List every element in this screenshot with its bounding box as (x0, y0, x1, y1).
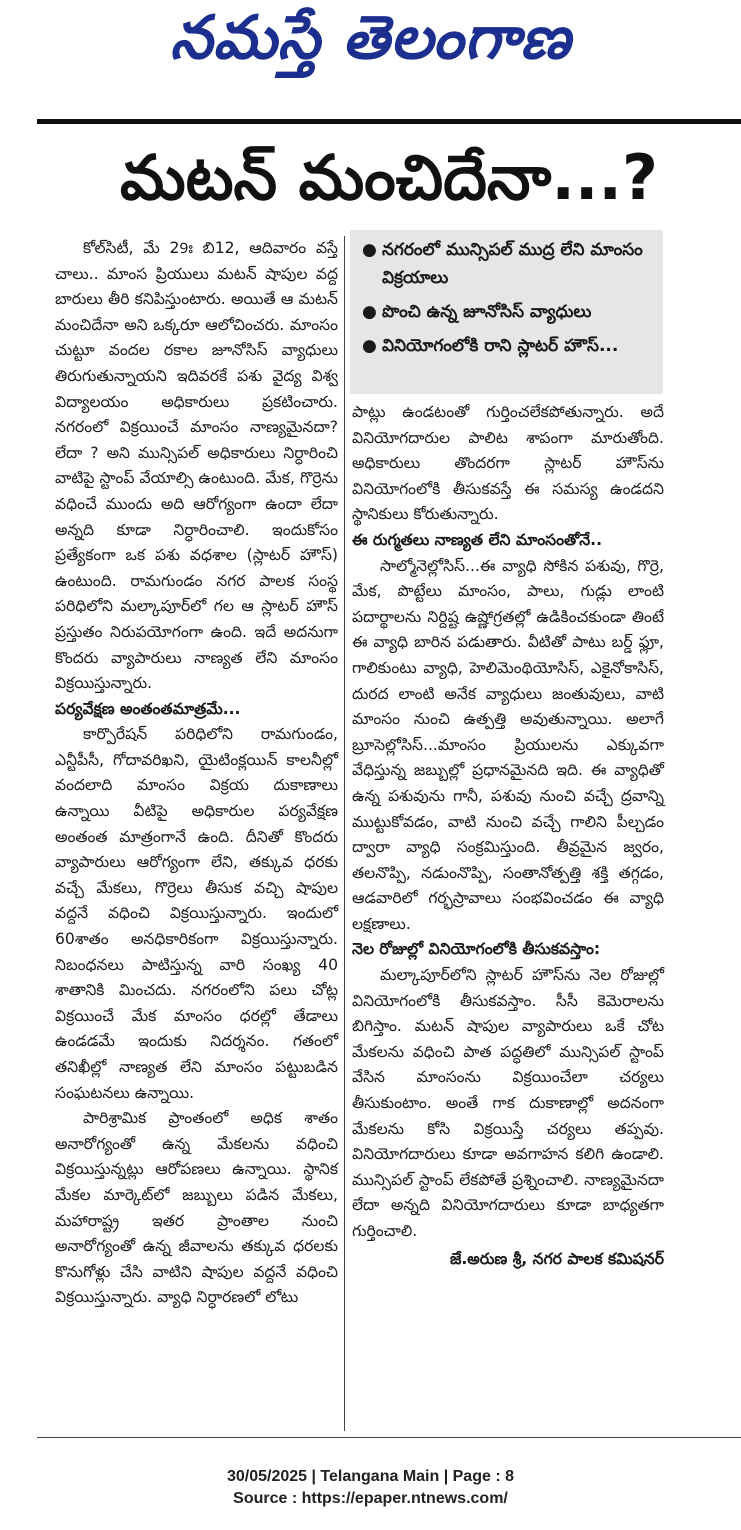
left-paragraph-2: కార్పొరేషన్ పరిధిలోని రామగుండం, ఎన్టీపీసీ, గోదావరిఖని, యైటింక్లయిన్ కాలనీల్లో వందలాది మాంసం విక్రయ దుకాణాలు ఉన్నాయి వీటిపై అధికారుల పర్యవేక్షణ అంతంత మాత్రంగానే ఉంది. దీనితో కొందరు వ్యాపారులు ఆరోగ్యంగా లేని, తక్కువ ధరకు వచ్చే మేకలు, గొర్రెలు తీసుక వచ్చి షాపుల వద్దనే వధించి విక్రయిస్తున్నారు. ఇందులో 60శాతం అనధికారికంగా విక్రయిస్తున్నారు. నిబంధనలు పాటిస్తున్న వారి సంఖ్య 40 శాతానికి మించదు. నగరంలోని పలు చోట్ల విక్రయించే మేక మాంసం ధరల్లో తేడాలు ఉండడమే ఇందుకు నిదర్శనం. గతంలో తనిఖీల్లో నాణ్యత లేని మాంసం పట్టుబడిన సంఘటనలు ఉన్నాయి. (55, 725, 338, 1102)
highlight-item: ● నగరంలో మున్సిపల్ ముద్ర లేని మాంసం విక్రయాలు (362, 236, 655, 292)
masthead-rule (37, 119, 741, 124)
highlight-item: ● పొంచి ఉన్న జూనోసిస్ వ్యాధులు (362, 298, 655, 326)
signature: జే.అరుణ శ్రీ, నగర పాలక కమిషనర్ (449, 1249, 664, 1268)
footer-date-line: 30/05/2025 | Telangana Main | Page : 8 (226, 1468, 514, 1485)
right-subheading-1: ఈ రుగ్మతలు నాణ్యత లేని మాంసంతోనే.. (352, 530, 602, 549)
highlight-item: ● వినియోగంలోకి రాని స్లాటర్ హౌస్... (362, 332, 655, 360)
left-subheading-1: పర్యవేక్షణ అంతంతమాత్రమే... (55, 699, 241, 718)
footer-rule (37, 1437, 741, 1438)
right-subheading-2: నెల రోజుల్లో వినియోగంలోకి తీసుకవస్తాం: (352, 940, 601, 959)
highlights-box (350, 230, 663, 394)
right-paragraph-3: మల్కాపూర్‌లోని స్లాటర్ హౌస్‌ను నెల రోజుల్లో వినియోగంలోకి తీసుకవస్తాం. సీసీ కెమెరాలను బిగిస్తాం. మటన్ షాపుల వ్యాపారులు ఒకే చోట మేకలను వధించి పాత పద్ధతిలో మున్సిపల్ స్టాంప్ వేసిన మాంసంను విక్రయించేలా చర్యలు తీసుకుంటాం. అంతే గాక దుకాణాల్లో అదనంగా మేకలను కోసి విక్రయిస్తే చర్యలు తప్పవు. వినియోగదారులు కూడా అవగాహన కలిగి ఉండాలి. మున్సిపల్ స్టాంప్ లేకపోతే ప్రశ్నించాలి. నాణ్యమైనదా లేదా అన్నది వినియోగదారులు కూడా బాధ్యతగా గుర్తించాలి. (352, 966, 664, 1240)
bullet-icon: ● (362, 302, 377, 322)
article-headline: మటన్ మంచిదేనా...? (120, 141, 658, 214)
right-paragraph-1: పాట్లు ఉండటంతో గుర్తించలేకపోతున్నారు. అదే వినియోగదారుల పాలిట శాపంగా మారుతోంది. అధికారులు తొందరగా స్లాటర్ హౌస్‌ను వినియోగంలోకి తీసుకవస్తే ఈ సమస్య ఉండదని స్థానికులు కోరుతున్నారు. (352, 403, 664, 524)
column-divider (344, 236, 345, 1431)
masthead-logo: నమస్తే తెలంగాణ (169, 3, 572, 73)
left-paragraph-3: పారిశ్రామిక ప్రాంతంలో అధిక శాతం అనారోగ్యంతో ఉన్న మేకలను వధించి విక్రయిస్తున్నట్లు ఆరోపణలు ఉన్నాయి. స్థానిక మేకల మార్కెట్‌లో జబ్బులు పడిన మేకలు, మహారాష్ట్ర ఇతర ప్రాంతాల నుంచి అనారోగ్యంతో ఉన్న జీవాలను తక్కువ ధరలకు కొనుగోళ్లు చేసి వాటిని షాపుల వద్దనే వధించి విక్రయిస్తున్నారు. వ్యాధి నిర్ధారణలో లోటు (55, 1109, 338, 1307)
masthead (0, 0, 741, 100)
left-paragraph-1: కోల్‌సిటీ, మే 29ః బి12, ఆదివారం వస్తే చాలు.. మాంస ప్రియులు మటన్ షాపుల వద్ద బారులు తీరి కనిపిస్తుంటారు. అయితే ఆ మటన్ మంచిదేనా అని ఒక్కరూ ఆలోచించరు. మాంసం చుట్టూ వందల రకాల జూనోసిస్ వ్యాధులు తిరుగుతున్నాయని ఇదివరకే పశు వైద్య విశ్వ విద్యాలయం అధికారులు ప్రకటించారు. నగరంలో విక్రయించే మాంసం నాణ్యమైనదా? లేదా ? అని మున్సిపల్ అధికారులు నిర్ధారించి వాటిపై స్టాంప్ వేయాల్సి ఉంటుంది. మేక, గొర్రెను వధించే ముందు అది ఆరోగ్యంగా ఉందా లేదా అన్నది కూడా నిర్ధారించాలి. ఇందుకోసం ప్రత్యేకంగా ఒక పశు వధశాల (స్లాటర్ హౌస్) ఉంటుంది. రామగుండం నగర పాలక సంస్థ పరిధిలోని మల్కాపూర్‌లో గల ఆ స్లాటర్ హౌస్ ప్రస్తుతం నిరుపయోగంగా ఉంది. ఇదే అదనుగా కొందరు వ్యాపారులు నాణ్యత లేని మాంసం విక్రయిస్తున్నారు. (55, 239, 338, 693)
footer (0, 1466, 741, 1510)
footer-source-link[interactable]: Source : https://epaper.ntnews.com/ (233, 1490, 508, 1507)
bullet-icon: ● (362, 240, 377, 260)
right-paragraph-2: సాల్మోనెల్లోసిస్...ఈ వ్యాధి సోకిన పశువు, గొర్రె, మేక, పొట్టేలు మాంసం, పాలు, గుడ్లు లాంటి పదార్థాలను నిర్దిష్ట ఉష్ణోగ్రతల్లో ఉడికించకుండా తింటే ఈ వ్యాధి బారిన పడుతారు. వీటితో పాటు బర్డ్ ఫ్లూ, గాలికుంటు వ్యాధి, హెలిమెంథియోసిస్, ఎకైనోకాసిస్, దురద లాంటి అనేక వ్యాధులు జంతువులు, వాటి మాంసం నుంచి ఉత్పత్తి అవుతున్నాయి. అలాగే బ్రూసెల్లోసిస్...మాంసం ప్రియులను ఎక్కువగా వేధిస్తున్న జబ్బుల్లో ప్రధానమైనది ఇది. ఈ వ్యాధితో ఉన్న పశువును గానీ, పశువు నుంచి వచ్చే ద్రవాన్ని ముట్టుకోవడం, వాటి నుంచి వచ్చే గాలిని పీల్చడం ద్వారా వ్యాధి సంక్రమిస్తుంది. తీవ్రమైన జ్వరం, తలనొప్పి, నడుంనొప్పి, సంతానోత్పత్తి శక్తి తగ్గడం, ఆడవారిలో గర్భస్రావాలు సంభవించడం ఈ వ్యాధి లక్షణాలు. (352, 556, 664, 933)
bullet-icon: ● (362, 336, 377, 356)
left-column (55, 236, 338, 1311)
right-column (352, 400, 664, 1272)
